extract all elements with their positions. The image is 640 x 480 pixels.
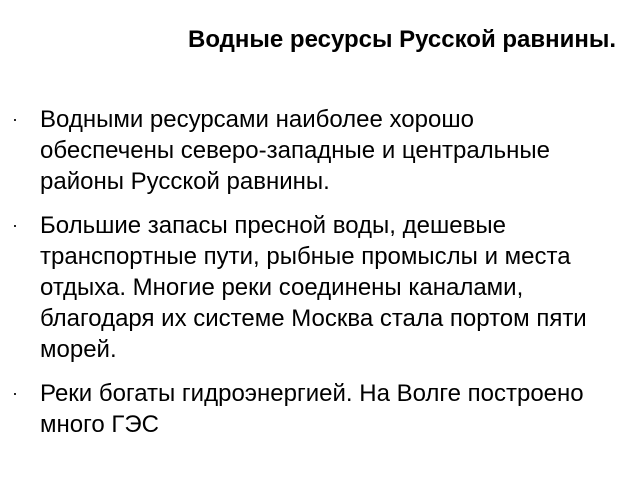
bullet-marker: · [12,383,18,403]
bullet-text-1: Водными ресурсами наиболее хорошо обеспечены северо-западные и центральные районы Русской равнины. [40,106,551,195]
bullet-item-2 [0,210,605,365]
bullet-list [0,104,640,453]
bullet-marker: · [12,215,18,235]
bullet-item-3 [0,378,605,440]
slide-title-text: Водные ресурсы Русской равнины. [188,26,617,53]
bullet-text-2: Большие запасы пресной воды, дешевые транспортные пути, рыбные промыслы и места отдыха. Многие реки соединены каналами, благодаря их системе Москва стала портом пяти морей. [40,212,587,363]
bullet-marker: · [12,109,18,129]
bullet-item-1 [0,104,605,197]
slide-title [18,22,618,58]
bullet-text-3: Реки богаты гидроэнергией. На Волге построено много ГЭС [40,380,584,438]
